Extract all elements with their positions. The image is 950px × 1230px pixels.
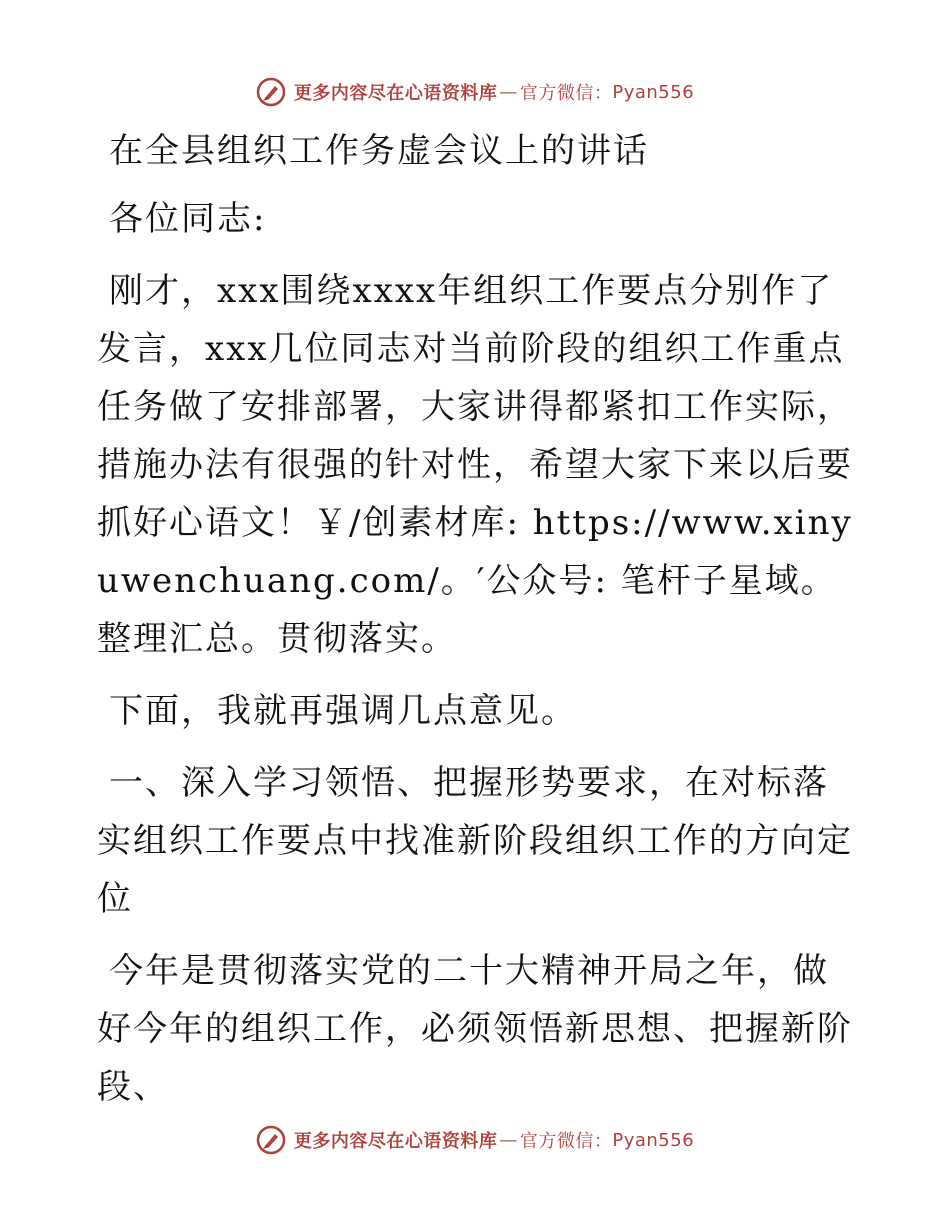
paragraph-3-heading: 一、深入学习领悟、把握形势要求，在对标落实组织工作要点中找准新阶段组织工作的方向定位 [97, 763, 853, 919]
footer-watermark [0, 1120, 950, 1160]
document-body [97, 122, 857, 1130]
document-title: 在全县组织工作务虚会议上的讲话 [109, 131, 649, 171]
paragraph-4: 今年是贯彻落实党的二十大精神开局之年，做好今年的组织工作，必须领悟新思想、把握新阶段、 [97, 951, 853, 1107]
watermark-sub-text: 官方微信： [519, 83, 613, 104]
paragraph-2: 下面，我就再强调几点意见。 [109, 691, 577, 731]
watermark-separator: — [499, 81, 518, 103]
watermark-separator: — [499, 1129, 518, 1151]
watermark-main-text: 更多内容尽在心语资料库 [293, 1131, 498, 1152]
watermark-id-text: Pyan556 [612, 81, 695, 103]
brush-logo-icon [256, 77, 286, 107]
brush-logo-icon [256, 1125, 286, 1155]
header-watermark [0, 72, 950, 112]
paragraph-1: 刚才，xxx围绕xxxx年组织工作要点分别作了发言，xxx几位同志对当前阶段的组织工作重点任务做了安排部署，大家讲得都紧扣工作实际，措施办法有很强的针对性，希望大家下来以后要抓好心语文！￥/创素材库: https://www.xinyuwenchuang.com/。′公众号: 笔杆子星域。整理汇总。贯彻落实。 [97, 271, 853, 659]
document-greeting: 各位同志: [109, 199, 267, 239]
watermark-main-text: 更多内容尽在心语资料库 [293, 83, 498, 104]
watermark-sub-text: 官方微信： [519, 1131, 613, 1152]
watermark-id-text: Pyan556 [612, 1129, 695, 1151]
